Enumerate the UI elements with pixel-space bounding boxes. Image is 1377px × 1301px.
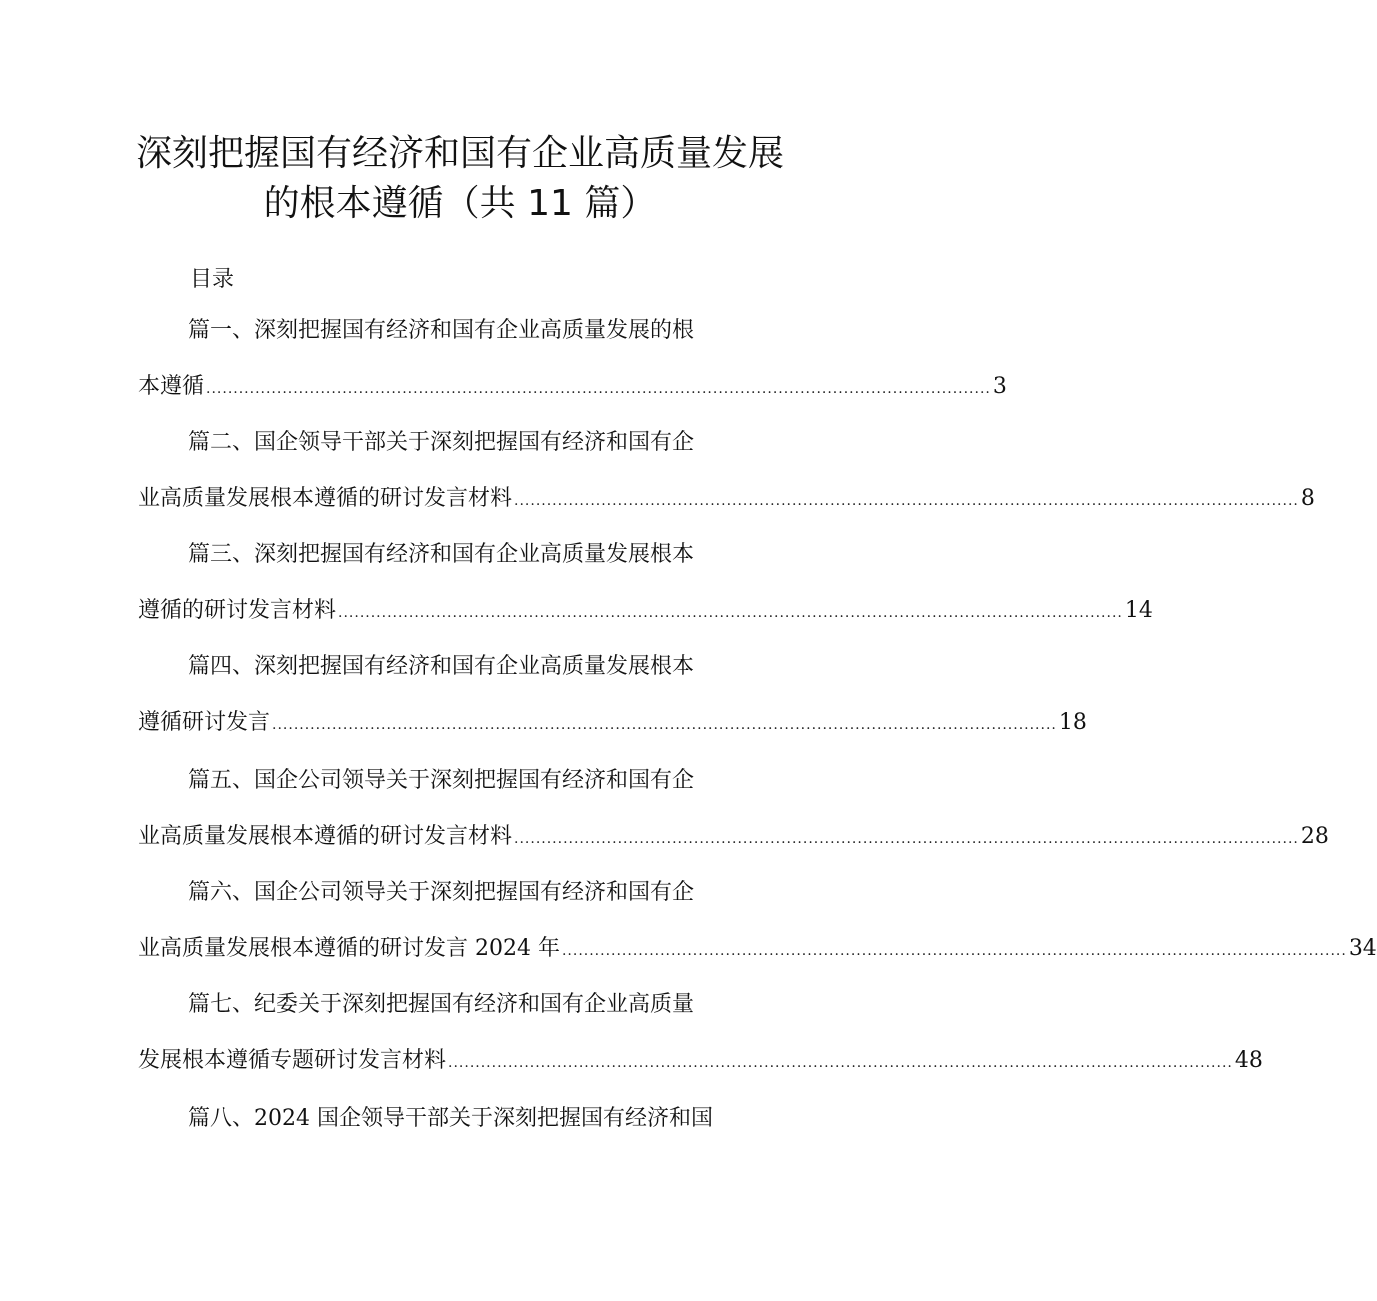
toc-entry-text: 本遵循	[138, 374, 205, 399]
toc-entry-2-line-2[interactable]	[138, 484, 1315, 516]
toc-entry-1-line-1[interactable]: 篇一、深刻把握国有经济和国有企业高质量发展的根	[188, 318, 695, 343]
toc-entry-1-line-2[interactable]	[138, 372, 1007, 404]
toc-entry-5-line-1[interactable]: 篇五、国企公司领导关于深刻把握国有经济和国有企	[188, 768, 695, 793]
leader-dots: ................................................................................................................................................	[514, 493, 1299, 509]
leader-dots: ................................................................................................................................................	[206, 381, 991, 397]
toc-entry-6-line-1[interactable]: 篇六、国企公司领导关于深刻把握国有经济和国有企	[188, 880, 695, 905]
toc-page-number: 28	[1300, 824, 1329, 849]
toc-page-number: 14	[1124, 598, 1153, 623]
toc-entry-text: 遵循研讨发言	[138, 710, 271, 735]
toc-entry-5-line-2[interactable]	[138, 822, 1329, 854]
toc-entry-text: 发展根本遵循专题研讨发言材料	[138, 1048, 447, 1073]
document-title-line-1: 深刻把握国有经济和国有企业高质量发展	[135, 133, 784, 174]
toc-page-number: 3	[992, 374, 1007, 399]
leader-dots: ................................................................................................................................................	[448, 1055, 1233, 1071]
toc-entry-3-line-1[interactable]: 篇三、深刻把握国有经济和国有企业高质量发展根本	[188, 542, 695, 567]
toc-entry-4-line-2[interactable]	[138, 708, 1087, 740]
document-title-line-2: 的根本遵循（共 11 篇）	[263, 183, 657, 224]
toc-entry-7-line-2[interactable]	[138, 1046, 1263, 1078]
toc-entry-2-line-1[interactable]: 篇二、国企领导干部关于深刻把握国有经济和国有企	[188, 430, 695, 455]
toc-entry-text: 业高质量发展根本遵循的研讨发言材料	[138, 486, 513, 511]
toc-heading: 目录	[190, 267, 235, 292]
toc-page-number: 18	[1058, 710, 1087, 735]
toc-entry-text: 业高质量发展根本遵循的研讨发言材料	[138, 824, 513, 849]
toc-entry-3-line-2[interactable]	[138, 596, 1153, 628]
toc-page-number: 8	[1300, 486, 1315, 511]
toc-entry-8-line-1[interactable]: 篇八、2024 国企领导干部关于深刻把握国有经济和国	[188, 1106, 713, 1131]
toc-page-number: 34	[1348, 936, 1377, 961]
leader-dots: ................................................................................................................................................	[272, 717, 1057, 733]
toc-entry-text: 业高质量发展根本遵循的研讨发言 2024 年	[138, 936, 560, 961]
toc-page-number: 48	[1234, 1048, 1263, 1073]
toc-entry-7-line-1[interactable]: 篇七、纪委关于深刻把握国有经济和国有企业高质量	[188, 992, 695, 1017]
toc-entry-4-line-1[interactable]: 篇四、深刻把握国有经济和国有企业高质量发展根本	[188, 654, 695, 679]
toc-entry-6-line-2[interactable]	[138, 934, 1377, 966]
toc-entry-text: 遵循的研讨发言材料	[138, 598, 337, 623]
leader-dots: ................................................................................................................................................	[561, 943, 1347, 959]
leader-dots: ................................................................................................................................................	[514, 831, 1299, 847]
leader-dots: ................................................................................................................................................	[338, 605, 1123, 621]
